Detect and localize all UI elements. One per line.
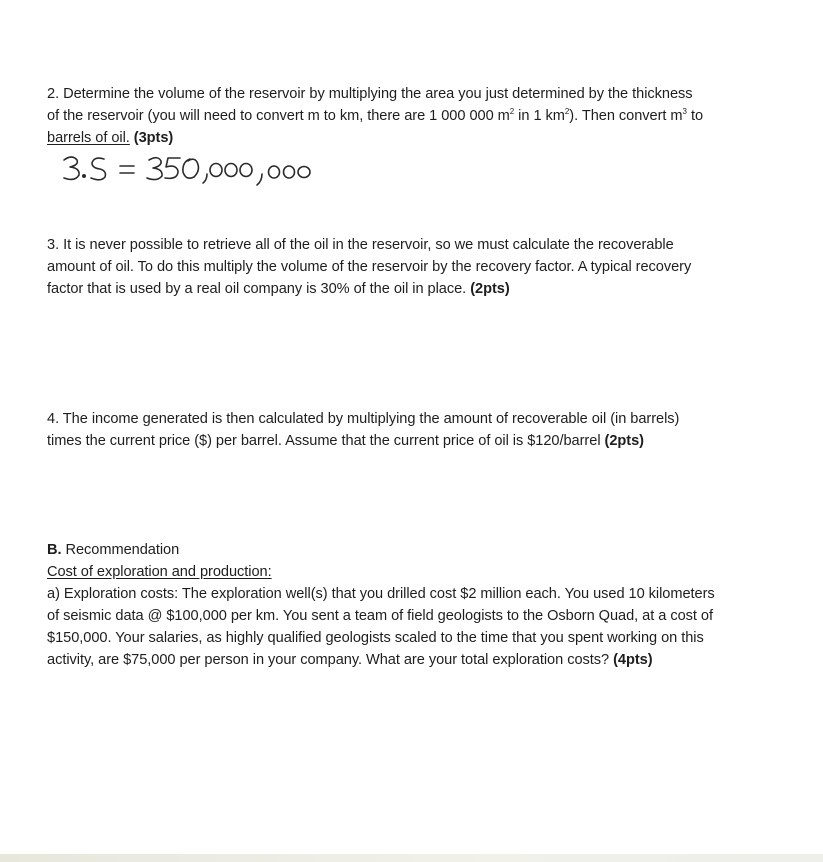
exploration-costs-points: (4pts)	[613, 652, 653, 668]
question-4-points: (2pts)	[604, 433, 644, 449]
question-2-text-d: to	[686, 108, 704, 124]
question-3-line-3	[47, 278, 767, 300]
question-3-line-1: 3. It is never possible to retrieve all of the oil in the reservoir, so we must calculate the recoverable	[47, 237, 674, 253]
section-b	[47, 539, 767, 671]
bottom-edge-strip	[0, 854, 823, 862]
superscript-cubed: 3	[682, 107, 687, 117]
question-2	[47, 83, 767, 149]
question-3-points: (2pts)	[470, 281, 510, 297]
exploration-costs-line-1: a) Exploration costs: The exploration well(s) that you drilled cost $2 million each. You used 10 kilometers	[47, 586, 715, 602]
question-4-line-1: 4. The income generated is then calculated by multiplying the amount of recoverable oil (in barrels)	[47, 411, 680, 427]
section-b-heading	[47, 539, 767, 561]
question-4-line-2	[47, 430, 767, 452]
section-b-title: Recommendation	[61, 542, 180, 558]
exploration-costs-line-3: $150,000. Your salaries, as highly qualified geologists scaled to the time that you spent working on this	[47, 630, 704, 646]
question-3	[47, 234, 767, 300]
superscript-squared: 2	[509, 107, 515, 117]
question-2-points: (3pts)	[129, 130, 174, 146]
question-2-line-1: 2. Determine the volume of the reservoir by multiplying the area you just determined by the thickness	[47, 86, 693, 102]
superscript-squared: 2	[564, 107, 570, 117]
question-2-text-a: of the reservoir (you will need to convert m to km, there are 1 000 000 m	[47, 108, 510, 124]
question-4	[47, 408, 767, 452]
exploration-costs-line-4	[47, 649, 767, 671]
cost-subheading: Cost of exploration and production:	[47, 564, 272, 580]
question-2-line-3	[47, 127, 767, 149]
question-4-text: times the current price ($) per barrel. Assume that the current price of oil is $120/barrel	[47, 433, 605, 449]
question-2-text-c: ). Then convert m	[569, 108, 683, 124]
question-3-text: factor that is used by a real oil company is 30% of the oil in place.	[47, 281, 471, 297]
question-2-text-b: in 1 km	[514, 108, 565, 124]
handwritten-answer	[60, 150, 380, 192]
question-2-line-2	[47, 105, 767, 127]
exploration-costs-line-2: of seismic data @ $100,000 per km. You sent a team of field geologists to the Osborn Quad, at a cost of	[47, 608, 713, 624]
handwriting-drawing	[60, 150, 380, 192]
exploration-costs-text: activity, are $75,000 per person in your company. What are your total exploration costs?	[47, 652, 614, 668]
barrels-of-oil-underlined: barrels of oil.	[47, 130, 130, 146]
section-b-letter: B.	[47, 542, 62, 558]
question-3-line-2: amount of oil. To do this multiply the volume of the reservoir by the recovery factor. A typical recovery	[47, 259, 692, 275]
